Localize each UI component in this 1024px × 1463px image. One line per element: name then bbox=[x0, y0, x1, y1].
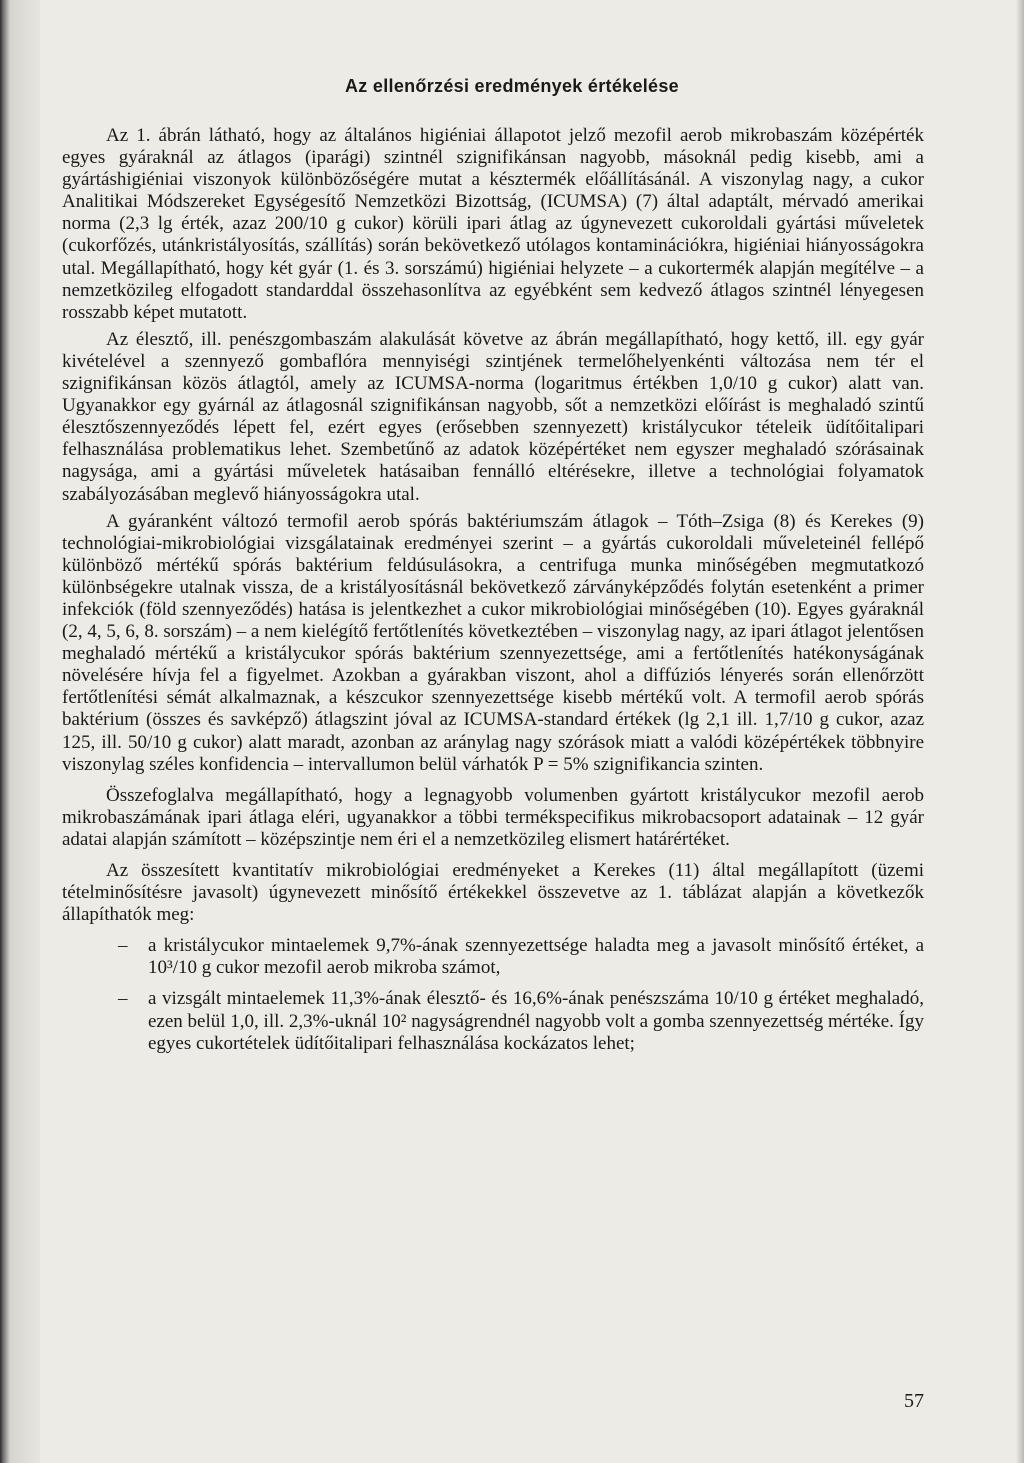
list-item-text: a vizsgált mintaelemek 11,3%-ának élesztő- és 16,6%-ának penészszáma 10/10 g értéket meghaladó, ezen belül 1,0, ill. 2,3%-uknál 10² nagyságrendnél nagyobb volt a gomba szennyezettség mértéke. Így egyes cukortételek üdítőitalipari felhasználása kockázatos lehet; bbox=[148, 988, 925, 1054]
paragraph-5: Az összesített kvantitatív mikrobiológiai eredményeket a Kerekes (11) által megállapított (üzemi tételminősítésre javasolt) úgynevezett minősítő értékekkel összevetve az 1. táblázat alapján a következők állapíthatók meg: bbox=[62, 860, 924, 926]
paragraph-4: Összefoglalva megállapítható, hogy a legnagyobb volumenben gyártott kristálycukor mezofil aerob mikrobaszámának ipari átlaga eléri, ugyanakkor a többi termékspecifikus mikrobacsoport adatainak – 12 gyár adatai alapján számított – középszintje nem éri el a nemzetközileg elismert határértéket. bbox=[62, 784, 924, 850]
paragraph-1: Az 1. ábrán látható, hogy az általános higiéniai állapotot jelző mezofil aerob mikrobaszám középérték egyes gyáraknál az átlagos (iparági) szintnél szignifikánsan nagyobb, másoknál pedig kisebb, ami a gyártáshigiéniai viszonyok különbözőségére mutat a késztermék előállításánál. A viszonylag nagy, a cukor Analitikai Módszereket Egységesítő Nemzetközi Bizottság, (ICUMSA) (7) által adaptált, mérvadó amerikai norma (2,3 lg érték, azaz 200/10 g cukor) körüli ipari átlag az úgynevezett cukoroldali gyártási műveletek (cukorfőzés, utánkristályosítás, szállítás) során bekövetkező utólagos kontaminációkra, higiéniai hiányosságokra utal. Megállapítható, hogy két gyár (1. és 3. sorszámú) higiéniai helyzete – a cukortermék alapján megítélve – a nemzetközileg elfogadott standarddal összehasonlítva az egyébként sem kedvező átlagos szintnél lényegesen rosszabb képet mutatott. bbox=[62, 125, 924, 323]
list-dash: – bbox=[118, 988, 128, 1010]
list-dash: – bbox=[118, 935, 128, 957]
scanned-page-right-edge bbox=[1016, 0, 1024, 1463]
scanned-page-edge bbox=[0, 0, 40, 1463]
page-number: 57 bbox=[904, 1390, 924, 1412]
section-title: Az ellenőrzési eredmények értékelése bbox=[345, 76, 679, 96]
list-item-text: a kristálycukor mintaelemek 9,7%-ának szennyezettsége haladta meg a javasolt minősítő értéket, a 10³/10 g cukor mezofil aerob mikroba számot, bbox=[148, 935, 924, 979]
body-text bbox=[62, 125, 924, 1055]
list-item bbox=[62, 988, 924, 1054]
paragraph-2: Az élesztő, ill. penészgombaszám alakulását követve az ábrán megállapítható, hogy kettő, ill. egy gyár kivételével a szennyező gombaflóra mennyiségi szintjének termelőhelyenkénti változása nem tér el szignifikánsan közös átlagtól, amely az ICUMSA-norma (logaritmus értékben 1,0/10 g cukor) alatt van. Ugyanakkor egy gyárnál az átlagosnál szignifikánsan nagyobb, sőt a nemzetközi előírást is meghaladó szintű élesztőszennyeződés lépett fel, ezért egyes (erősebben szennyezett) kristálycukor tételeik üdítőitalipari felhasználása problematikus lehet. Szembetűnő az adatok középértéket nem egyszer meghaladó szórásainak nagysága, ami a gyártási műveletek hatásaiban fennálló eltérésekre, illetve a technológiai folyamatok szabályozásában meglevő hiányosságokra utal. bbox=[62, 328, 924, 505]
paragraph-3: A gyáranként változó termofil aerob spórás baktériumszám átlagok – Tóth–Zsiga (8) és Kerekes (9) technológiai-mikrobiológiai vizsgálatainak eredményei szerint – a gyártás cukoroldali műveleteinél fellépő különböző mértékű spórás baktérium feldúsulásokra, a centrifuga munka minőségében megmutatkozó különbségekre utalnak vissza, de a kristályosításnál bekövetkező zárványképződés folytán esetenként a primer infekciók (föld szennyeződés) hatása is jelentkezhet a cukor mikrobiológiai minőségében (10). Egyes gyáraknál (2, 4, 5, 6, 8. sorszám) – a nem kielégítő fertőtlenítés következtében – viszonylag nagy, az ipari átlagot jelentősen meghaladó mértékű a kristálycukor spórás baktérium szennyezettsége, ami a fertőtlenítés hatékonyságának növelésére hívja fel a figyelmet. Azokban a gyárakban viszont, ahol a diffúziós lényerés során ellenőrzött fertőtlenítési sémát alkalmaznak, a készcukor szennyezettsége kisebb mértékű volt. A termofil aerob spórás baktérium (összes és savképző) átlagszint jóval az ICUMSA-standard értékek (lg 2,1 ill. 1,7/10 g cukor, azaz 125, ill. 50/10 g cukor) alatt maradt, azonban az aránylag nagy szórások miatt a valódi középértékek többnyire viszonylag széles konfidencia – intervallumon belül várhatók P = 5% szignifikancia szinten. bbox=[62, 510, 924, 775]
list-item bbox=[62, 935, 924, 979]
